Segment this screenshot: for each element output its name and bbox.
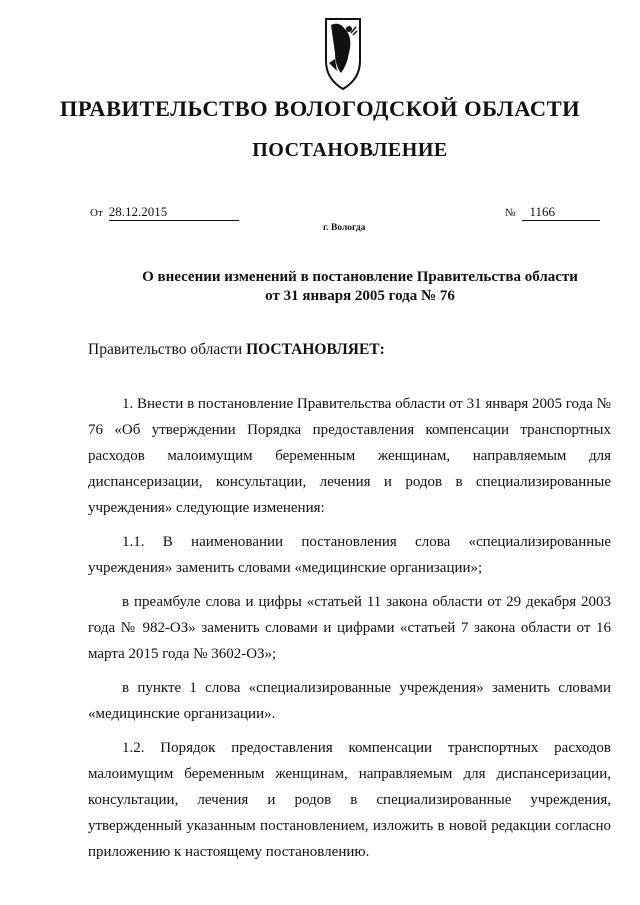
document-type: ПОСТАНОВЛЕНИЕ (252, 139, 448, 161)
subject-line-2: от 31 января 2005 года № 76 (265, 288, 455, 304)
vologda-coat-of-arms-icon (323, 13, 363, 93)
document-subject (0, 268, 640, 306)
government-title: ПРАВИТЕЛЬСТВО ВОЛОГОДСКОЙ ОБЛАСТИ (59, 96, 581, 121)
paragraph-1: 1. Внести в постановление Правительства области от 31 января 2005 года № 76 «Об утверждении Порядка предоставления компенсации транспортных расходов малоимущим беременным женщинам, направляемым для диспансеризации, консультации, лечения и родов в специализированные учреждения» следующие изменения: (88, 396, 611, 516)
number-label: № (505, 207, 516, 219)
paragraph-1-2: 1.2. Порядок предоставления компенсации транспортных расходов малоимущим беременным женщинам, направляемым для диспансеризации, консультации, лечения и родов в специализированные учреждения, утвержденный указанным постановлением, изложить в новой редакции согласно приложению к настоящему постановлению. (88, 740, 611, 860)
paragraph-item-1-change: в пункте 1 слова «специализированные учреждения» заменить словами «медицинские организации». (88, 680, 611, 722)
subject-line-1: О внесении изменений в постановление Правительства области (142, 269, 578, 285)
paragraph-preamble-change: в преамбуле слова и цифры «статьей 11 закона области от 29 декабря 2003 года № 982-ОЗ» заменить словами и цифрами «статьей 7 закона области от 16 марта 2015 года № 3602-ОЗ»; (88, 594, 611, 662)
document-date (90, 204, 239, 221)
preamble (88, 341, 385, 359)
preamble-emphasis: ПОСТАНОВЛЯЕТ: (246, 341, 385, 358)
preamble-text: Правительство области (88, 341, 247, 358)
document-body (88, 391, 611, 865)
date-value: 28.12.2015 (109, 204, 239, 221)
city-label: г. Вологда (323, 223, 366, 233)
number-value: 1166 (522, 204, 600, 221)
paragraph-1-1: 1.1. В наименовании постановления слова «специализированные учреждения» заменить словами «медицинские организации»; (88, 534, 611, 576)
date-label: От (90, 207, 103, 219)
document-number (505, 204, 600, 221)
